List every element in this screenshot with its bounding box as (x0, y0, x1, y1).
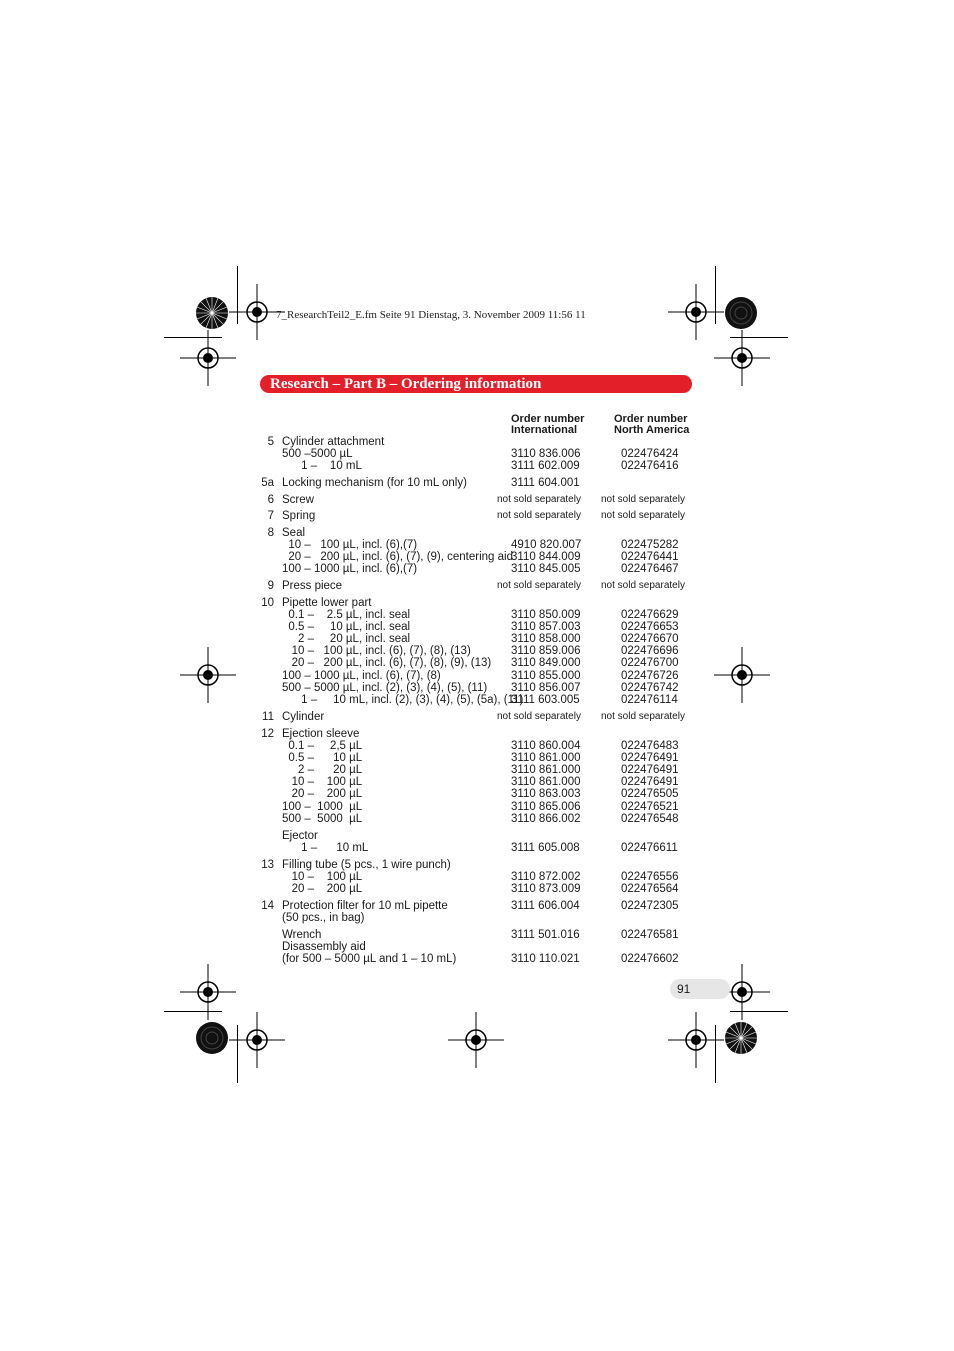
column-header-line: North America (614, 424, 690, 436)
item-number: 12 (261, 728, 274, 740)
table-row (0, 728, 954, 740)
order-number-international: not sold separately (497, 494, 581, 505)
order-number-north-america: 022476114 (621, 694, 678, 706)
table-row (0, 539, 954, 551)
table-row (0, 776, 954, 788)
table-row (0, 740, 954, 752)
item-description: 10 – 100 µL (282, 871, 363, 883)
target-circle-icon (195, 1021, 229, 1055)
order-number-north-america: 022476564 (621, 883, 679, 895)
file-info-line: 7_ResearchTeil2_E.fm Seite 91 Dienstag, 3. November 2009 11:56 11 (276, 309, 586, 321)
order-number-north-america: 022476491 (621, 776, 679, 788)
table-row (0, 670, 954, 682)
order-number-international: 3110 865.006 (511, 801, 581, 813)
item-description: 10 – 100 µL, incl. (6),(7) (282, 539, 418, 551)
order-number-north-america: 022476467 (621, 563, 679, 575)
item-description: Press piece (282, 580, 343, 592)
order-number-international: 3110 860.004 (511, 740, 581, 752)
order-number-international: 3110 845.005 (511, 563, 581, 575)
item-description: Locking mechanism (for 10 mL only) (282, 477, 467, 489)
item-number: 7 (267, 510, 274, 522)
order-number-north-america: not sold separately (601, 494, 685, 505)
order-number-north-america: 022476491 (621, 752, 679, 764)
order-number-north-america: 022476548 (621, 813, 679, 825)
table-row (0, 494, 954, 506)
order-number-north-america: 022476424 (621, 448, 679, 460)
order-number-international: not sold separately (497, 580, 581, 591)
order-number-north-america: 022476653 (621, 621, 679, 633)
order-number-north-america: 022472305 (621, 900, 679, 912)
item-description: 1 – 10 mL (282, 460, 362, 472)
table-row (0, 900, 954, 912)
item-description: 2 – 20 µL, incl. seal (282, 633, 411, 645)
order-number-international: 3111 605.008 (511, 842, 580, 854)
table-row (0, 764, 954, 776)
order-number-international: not sold separately (497, 711, 581, 722)
item-description: 1 – 10 mL, incl. (2), (3), (4), (5), (5a), (11) (282, 694, 524, 706)
order-number-north-america: 022476441 (621, 551, 679, 563)
table-row (0, 621, 954, 633)
registration-mark-icon (668, 1012, 724, 1068)
table-row (0, 941, 954, 953)
order-number-international: 3111 602.009 (511, 460, 580, 472)
order-number-north-america: 022476581 (621, 929, 679, 941)
table-row (0, 477, 954, 489)
item-description: Ejector (282, 830, 318, 842)
table-row (0, 871, 954, 883)
order-number-north-america: 022476521 (621, 801, 679, 813)
column-header-line: Order number (614, 413, 688, 425)
order-number-north-america: 022476700 (621, 657, 679, 669)
table-row (0, 633, 954, 645)
column-header-line: Order number (511, 413, 585, 425)
order-number-international: 3110 856.007 (511, 682, 581, 694)
order-number-international: 3111 604.001 (511, 477, 580, 489)
section-banner: Research – Part B – Ordering information (260, 375, 692, 393)
item-description: 0.5 – 10 µL, incl. seal (282, 621, 411, 633)
registration-mark-icon (668, 284, 724, 340)
item-description: 20 – 200 µL (282, 883, 363, 895)
order-number-north-america: 022476742 (621, 682, 679, 694)
table-row (0, 694, 954, 706)
item-description: 0.5 – 10 µL (282, 752, 363, 764)
order-number-international: 3110 836.006 (511, 448, 581, 460)
item-description: 20 – 200 µL (282, 788, 363, 800)
item-description: 0.1 – 2,5 µL (282, 740, 363, 752)
order-number-international: 3110 873.009 (511, 883, 581, 895)
column-header-line: International (511, 424, 578, 436)
table-row (0, 645, 954, 657)
item-number: 14 (261, 900, 274, 912)
order-number-north-america: 022476726 (621, 670, 679, 682)
registration-mark-icon (448, 1012, 504, 1068)
table-row (0, 912, 954, 924)
order-number-north-america: 022476611 (621, 842, 678, 854)
table-row (0, 682, 954, 694)
table-row (0, 609, 954, 621)
item-number: 11 (262, 711, 274, 723)
page-number: 91 (670, 979, 730, 999)
target-circle-icon (724, 296, 758, 330)
order-number-international: 3110 861.000 (511, 776, 581, 788)
item-description: 2 – 20 µL (282, 764, 363, 776)
table-row (0, 953, 954, 965)
item-description: Ejection sleeve (282, 728, 360, 740)
item-description: Wrench (282, 929, 322, 941)
table-row (0, 883, 954, 895)
item-description: Disassembly aid (282, 941, 366, 953)
item-number: 5a (261, 477, 274, 489)
table-row (0, 657, 954, 669)
order-number-north-america: 022475282 (621, 539, 679, 551)
table-row (0, 752, 954, 764)
item-description: 20 – 200 µL, incl. (6), (7), (9), centering aid (282, 551, 513, 563)
order-number-international: not sold separately (497, 510, 581, 521)
starburst-target-icon (724, 1021, 758, 1055)
item-number: 9 (267, 580, 274, 592)
table-row (0, 830, 954, 842)
item-description: 1 – 10 mL (282, 842, 369, 854)
item-number: 10 (261, 597, 274, 609)
order-number-international: 3110 866.002 (511, 813, 581, 825)
order-number-international: 3110 857.003 (511, 621, 581, 633)
order-number-north-america: 022476696 (621, 645, 679, 657)
table-row (0, 527, 954, 539)
order-number-international: 4910 820.007 (511, 539, 582, 551)
item-description: 10 – 100 µL, incl. (6), (7), (8), (13) (282, 645, 471, 657)
order-number-international: 3110 850.009 (511, 609, 581, 621)
item-description: Protection filter for 10 mL pipette (282, 900, 448, 912)
table-row (0, 859, 954, 871)
item-number: 5 (267, 436, 274, 448)
table-row (0, 563, 954, 575)
order-number-north-america: not sold separately (601, 510, 685, 521)
order-number-international: 3110 861.000 (511, 764, 581, 776)
order-number-international: 3110 844.009 (511, 551, 581, 563)
table-row (0, 929, 954, 941)
item-description: 10 – 100 µL (282, 776, 363, 788)
order-number-international: 3110 872.002 (511, 871, 581, 883)
table-row (0, 801, 954, 813)
starburst-target-icon (195, 296, 229, 330)
table-row (0, 551, 954, 563)
table-row (0, 788, 954, 800)
table-row (0, 842, 954, 854)
item-description: (50 pcs., in bag) (282, 912, 365, 924)
order-number-north-america: 022476556 (621, 871, 679, 883)
item-description: Pipette lower part (282, 597, 372, 609)
order-number-north-america: 022476505 (621, 788, 679, 800)
order-number-north-america: 022476670 (621, 633, 679, 645)
item-description: 20 – 200 µL, incl. (6), (7), (8), (9), (13) (282, 657, 492, 669)
item-description: Cylinder attachment (282, 436, 385, 448)
table-row (0, 436, 954, 448)
order-number-international: 3110 859.006 (511, 645, 581, 657)
table-row (0, 448, 954, 460)
order-number-international: 3111 603.005 (511, 694, 580, 706)
order-number-international: 3110 858.000 (511, 633, 581, 645)
order-number-north-america: 022476491 (621, 764, 679, 776)
item-description: 0.1 – 2.5 µL, incl. seal (282, 609, 411, 621)
registration-mark-icon (180, 964, 236, 1020)
item-number: 6 (267, 494, 274, 506)
registration-mark-icon (180, 330, 236, 386)
order-number-international: 3110 110.021 (511, 953, 580, 965)
item-description: Cylinder (282, 711, 325, 723)
item-number: 13 (261, 859, 274, 871)
order-number-north-america: 022476483 (621, 740, 679, 752)
item-description: (for 500 – 5000 µL and 1 – 10 mL) (282, 953, 457, 965)
item-description: 500 – 5000 µL (282, 813, 363, 825)
item-description: 100 – 1000 µL, incl. (6), (7), (8) (282, 670, 441, 682)
order-number-international: 3110 849.000 (511, 657, 581, 669)
table-row (0, 597, 954, 609)
order-number-north-america: not sold separately (601, 580, 685, 591)
order-number-north-america: not sold separately (601, 711, 685, 722)
order-number-international: 3110 855.000 (511, 670, 581, 682)
item-description: Seal (282, 527, 306, 539)
item-description: 100 – 1000 µL, incl. (6),(7) (282, 563, 418, 575)
order-number-international: 3110 863.003 (511, 788, 581, 800)
order-number-north-america: 022476602 (621, 953, 679, 965)
item-description: Screw (282, 494, 314, 506)
item-description: 500 – 5000 µL, incl. (2), (3), (4), (5), (11) (282, 682, 488, 694)
registration-mark-icon (229, 1012, 285, 1068)
table-row (0, 510, 954, 522)
table-row (0, 711, 954, 723)
item-description: Filling tube (5 pcs., 1 wire punch) (282, 859, 451, 871)
item-description: Spring (282, 510, 316, 522)
order-number-north-america: 022476629 (621, 609, 679, 621)
item-description: 500 –5000 µL (282, 448, 353, 460)
item-description: 100 – 1000 µL (282, 801, 363, 813)
order-number-international: 3111 501.016 (511, 929, 580, 941)
order-number-north-america: 022476416 (621, 460, 679, 472)
item-number: 8 (267, 527, 274, 539)
table-row (0, 580, 954, 592)
table-row (0, 460, 954, 472)
column-header-international (511, 414, 584, 436)
column-header-north-america (614, 414, 689, 436)
order-number-international: 3111 606.004 (511, 900, 580, 912)
table-row (0, 813, 954, 825)
order-number-international: 3110 861.000 (511, 752, 581, 764)
